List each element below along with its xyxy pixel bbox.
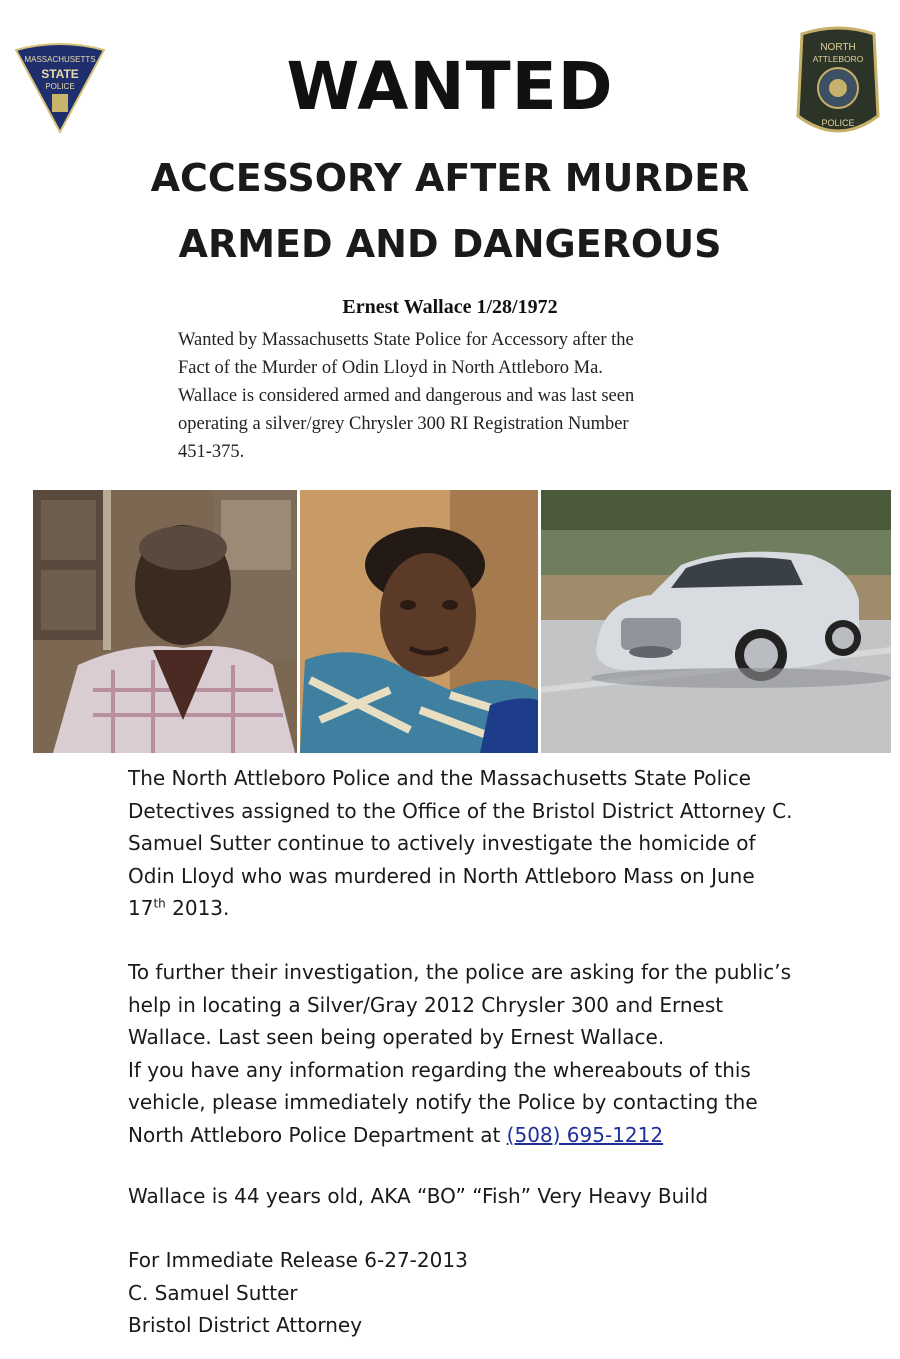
- intro-line: Fact of the Murder of Odin Lloyd in North Attleboro Ma.: [178, 358, 603, 378]
- intro-line: Wallace is considered armed and dangerous and was last seen: [178, 386, 635, 406]
- body-line: Wallace. Last seen being operated by Ernest Wallace.: [128, 1025, 665, 1049]
- date-suffix: th: [153, 896, 166, 911]
- public-help-paragraph: [128, 956, 848, 1151]
- body-line: If you have any information regarding the whereabouts of this: [128, 1057, 751, 1082]
- release-line: Bristol District Attorney: [128, 1313, 363, 1337]
- body-line: To further their investigation, the police are asking for the public’s: [128, 960, 791, 984]
- subtitle-warning: ARMED AND DANGEROUS: [178, 222, 722, 266]
- date-year: 2013.: [165, 896, 230, 920]
- intro-line: Wanted by Massachusetts State Police for Accessory after the: [178, 330, 634, 350]
- body-line: help in locating a Silver/Gray 2012 Chrysler 300 and Ernest: [128, 992, 724, 1017]
- svg-text:POLICE: POLICE: [45, 82, 75, 91]
- svg-text:MASSACHUSETTS: MASSACHUSETTS: [24, 55, 96, 64]
- phone-number-link[interactable]: (508) 695-1212: [506, 1122, 664, 1147]
- suspect-description: [128, 1180, 848, 1213]
- subtitle-charge: ACCESSORY AFTER MURDER: [150, 156, 750, 200]
- svg-text:STATE: STATE: [41, 67, 79, 81]
- body-line: Detectives assigned to the Office of the Bristol District Attorney C.: [128, 798, 793, 823]
- intro-line: operating a silver/grey Chrysler 300 RI Registration Number: [178, 414, 629, 434]
- intro-paragraph: [178, 326, 778, 466]
- body-line-contact: [128, 1119, 848, 1152]
- vehicle-photo: [541, 490, 891, 753]
- date-day: 17: [128, 896, 154, 920]
- investigation-paragraph: [128, 762, 848, 925]
- svg-text:POLICE: POLICE: [821, 118, 855, 128]
- svg-text:ATTLEBORO: ATTLEBORO: [812, 54, 864, 64]
- body-line: Samuel Sutter continue to actively investigate the homicide of: [128, 831, 756, 855]
- body-line: vehicle, please immediately notify the Police by contacting the: [128, 1090, 758, 1114]
- release-signature: [128, 1244, 848, 1342]
- intro-line: 451-375.: [178, 442, 245, 462]
- page-title: WANTED: [286, 48, 614, 125]
- release-line: C. Samuel Sutter: [128, 1280, 298, 1305]
- contact-prefix: North Attleboro Police Department at: [128, 1122, 507, 1147]
- suspect-name-dob: Ernest Wallace 1/28/1972: [342, 296, 558, 318]
- body-line: Odin Lloyd who was murdered in North Attleboro Mass on June: [128, 863, 755, 888]
- suspect-photo-1: [33, 490, 297, 753]
- body-line: The North Attleboro Police and the Massachusetts State Police: [128, 766, 751, 790]
- suspect-photo-2: [300, 490, 538, 753]
- release-line: For Immediate Release 6-27-2013: [128, 1248, 468, 1272]
- svg-text:NORTH: NORTH: [820, 42, 856, 53]
- body-line: Wallace is 44 years old, AKA “BO” “Fish” Very Heavy Build: [128, 1184, 709, 1208]
- body-line-date: [128, 892, 848, 925]
